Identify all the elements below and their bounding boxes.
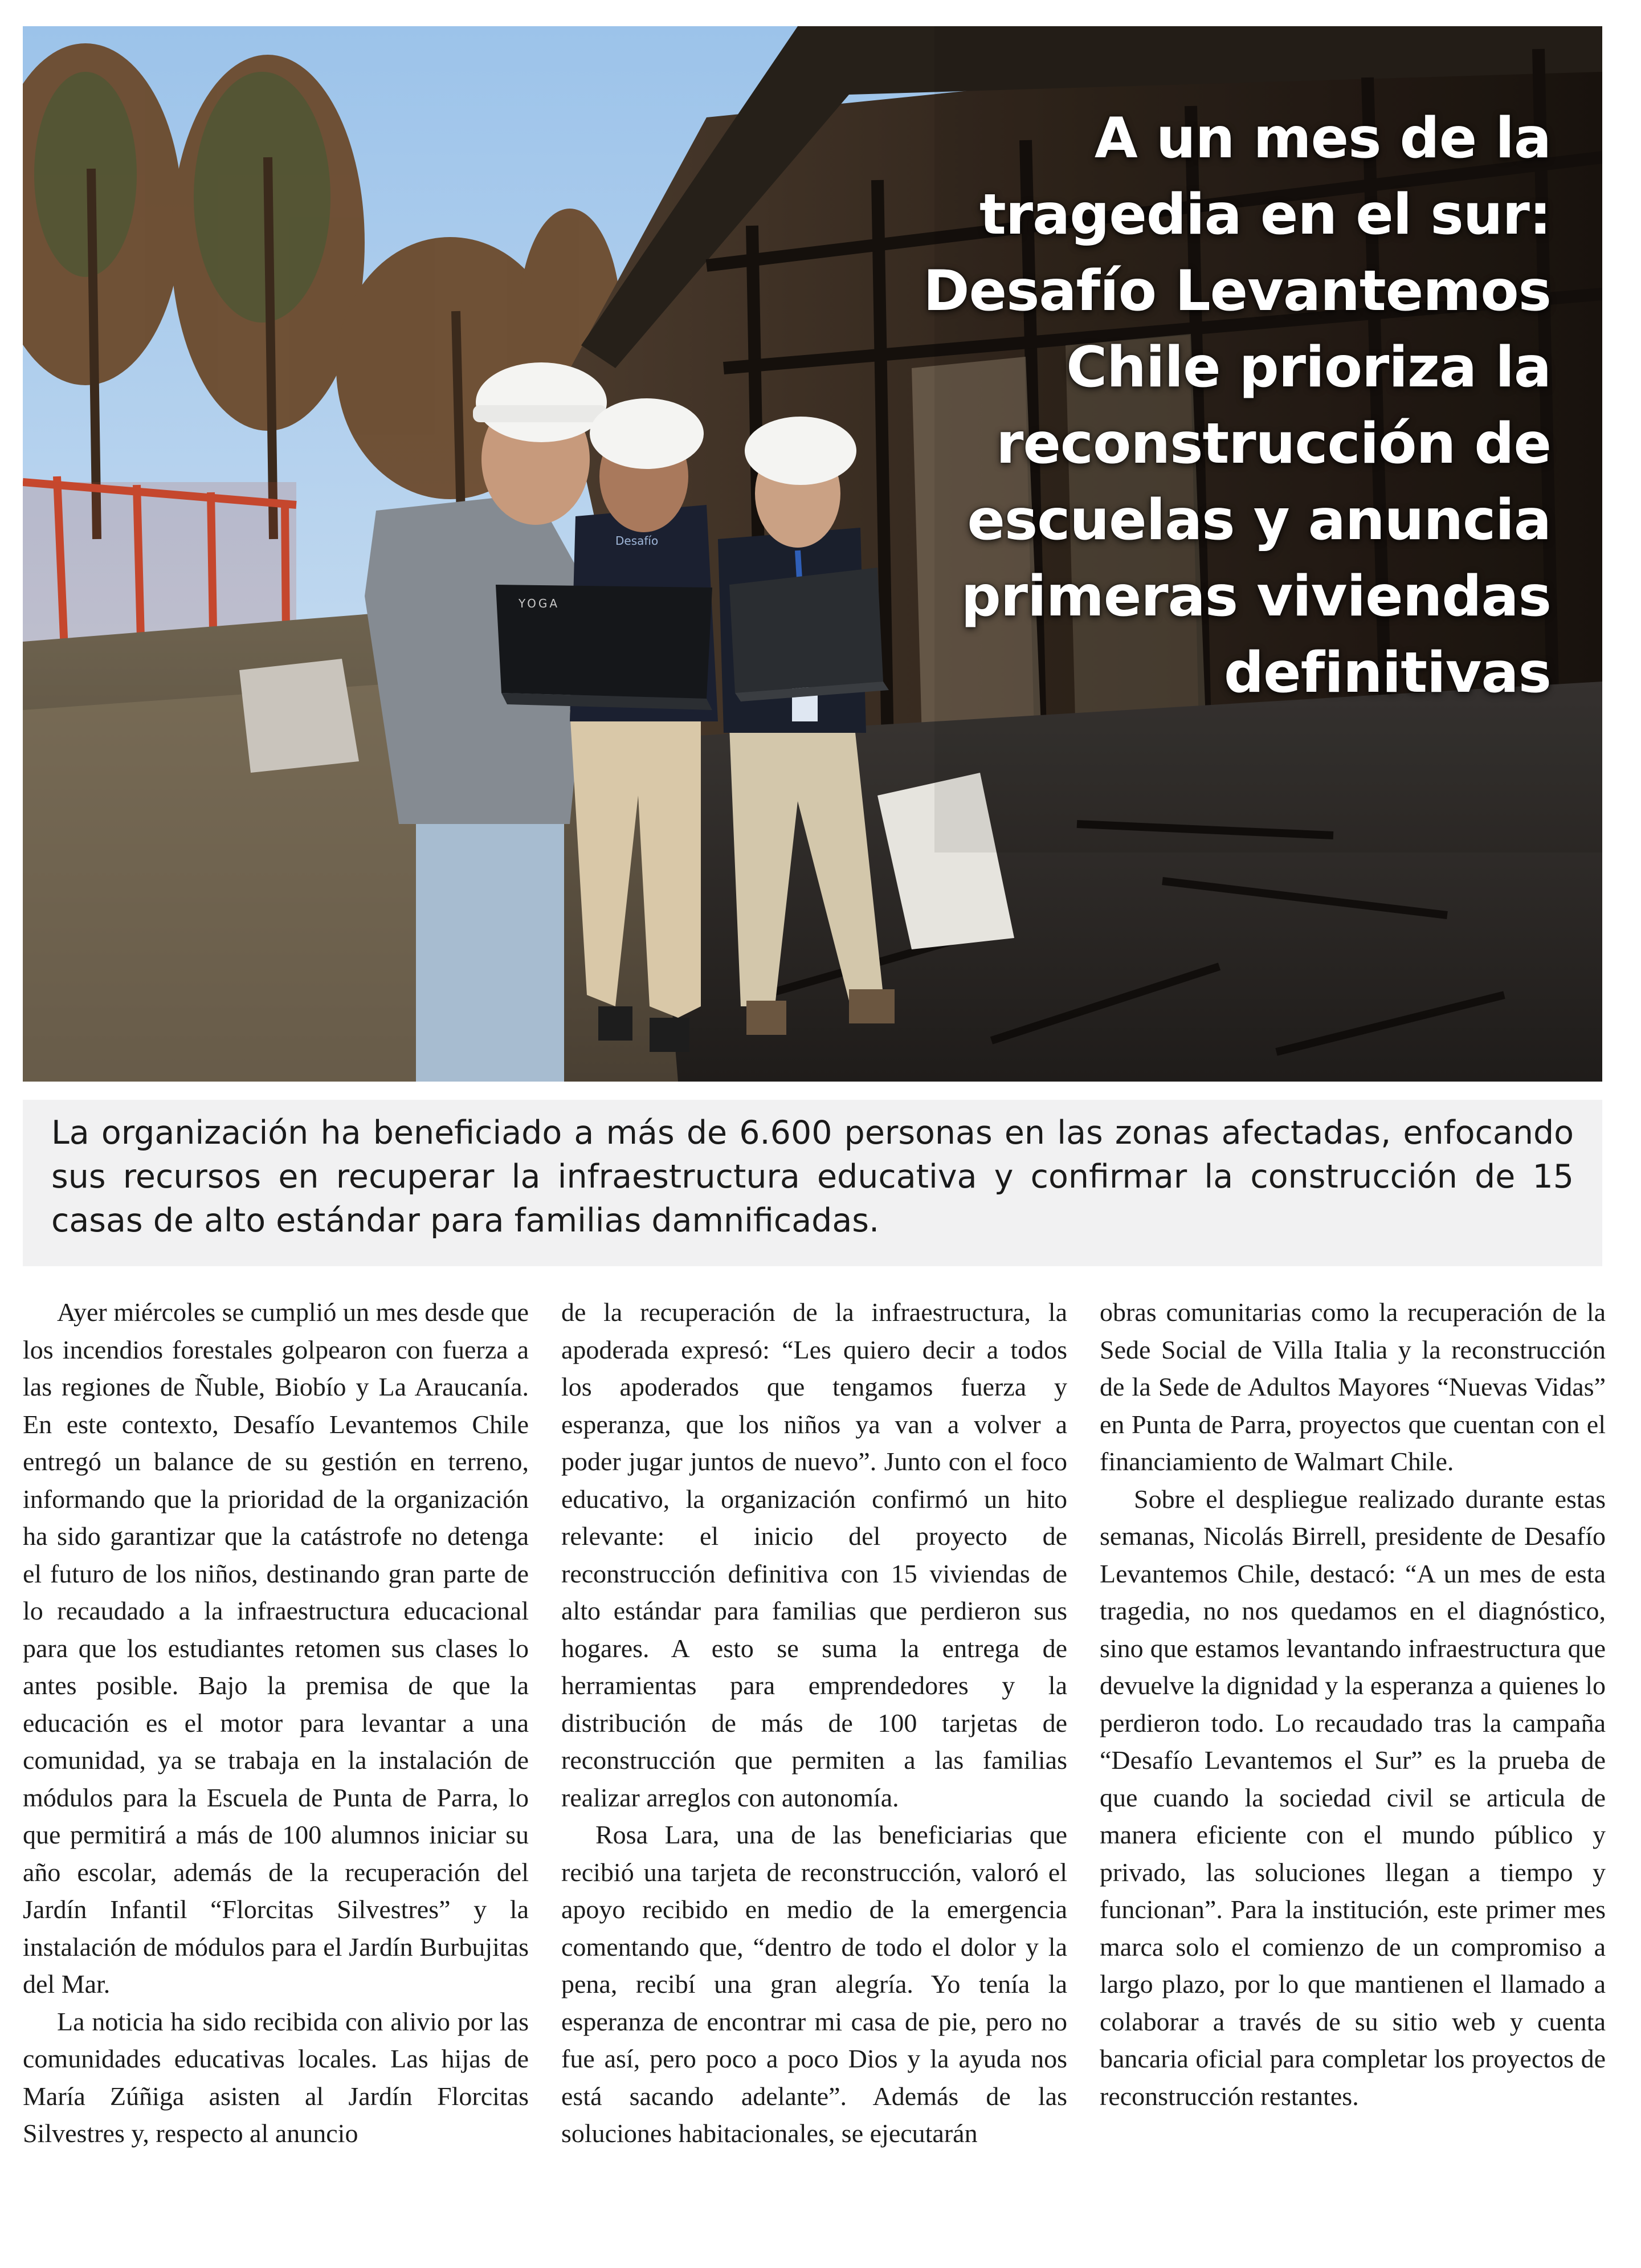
paragraph-continued: de la recuperación de la infraestructura, la apoderada expresó: “Les quiero decir a todos los apoderados que tengamos fuerza y esperanza, que los niños ya van a volver a poder jugar juntos de nuevo”. Junto con el foco educativo, la organización confirmó un hito relevante: el inicio del proyecto de reconstrucción definitiva con 15 viviendas de alto estándar para familias que perdieron sus hogares. A esto se suma la entrega de herramientas para emprendedores y la distribución de más de 100 tarjetas de reconstrucción que permiten a las familias realizar arreglos con autonomía. <box>561 1298 1067 1812</box>
laptop-right <box>729 568 889 701</box>
headline: A un mes de la tragedia en el sur: Desafío Levantemos Chile prioriza la reconstrucción de escuelas y anuncia primeras viviendas definitivas <box>923 106 1551 705</box>
laptop-brand-text: YOGA <box>519 597 560 610</box>
hero-photo <box>23 26 1602 1082</box>
paragraph: Ayer miércoles se cumplió un mes desde que los incendios forestales golpearon con fuerza a las regiones de Ñuble, Biobío y La Araucanía. En este contexto, Desafío Levantemos Chile entregó un balance de su gestión en terreno, informando que la prioridad de la organización ha sido garantizar que la catástrofe no detenga el futuro de los niños, destinando gran parte de lo recaudado a la infraestructura educacional para que los estudiantes retomen sus clases lo antes posible. Bajo la premisa de que la educación es el motor para levantar a una comunidad, ya se trabaja en la instalación de módulos para la Escuela de Punta de Parra, lo que permitirá a más de 100 alumnos iniciar su año escolar, además de la recuperación del Jardín Infantil “Florcitas Silvestres” y la instalación de módulos para el Jardín Burbujitas del Mar. <box>23 1298 529 1998</box>
column-1 <box>23 1294 529 2240</box>
shirt-logo-text: Desafío <box>615 534 659 548</box>
paragraph: Sobre el despliegue realizado durante estas semanas, Nicolás Birrell, presidente de Desafío Levantemos Chile, destacó: “A un mes de esta tragedia, no nos quedamos en el diagnóstico, sino que estamos levantando infraestructura que devuelve la dignidad y la esperanza a quienes lo perdieron todo. Lo recaudado tras la campaña “Desafío Levantemos el Sur” es la prueba de que cuando la sociedad civil se articula de manera eficiente con el mundo público y privado, las soluciones llegan a tiempo y funcionan”. Para la institución, este primer mes marca solo el comienzo de un compromiso a largo plazo, por lo que mantienen el llamado a colaborar a través de su sitio web y cuenta bancaria oficial para completar los proyectos de reconstrucción restantes. <box>1100 1484 1606 2111</box>
paragraph: La noticia ha sido recibida con alivio por las comunidades educativas locales. Las hijas de María Zúñiga asisten al Jardín Florcitas Silvestres y, respecto al anuncio <box>23 2006 529 2148</box>
paragraph: Rosa Lara, una de las beneficiarias que recibió una tarjeta de reconstrucción, valoró el apoyo recibido en medio de la emergencia comentando que, “dentro de todo el dolor y la pena, recibí una gran alegría. Yo tenía la esperanza de encontrar mi casa de pie, pero no fue así, pero poco a poco Dios y la ayuda nos está sacando adelante”. Además de las soluciones habitacionales, se ejecutarán <box>561 1820 1067 2148</box>
column-2 <box>561 1294 1067 2240</box>
deck-box <box>23 1100 1602 1266</box>
column-3 <box>1100 1294 1606 2240</box>
deck-text: La organización ha beneficiado a más de 6.600 personas en las zonas afectadas, enfocando sus recursos en recuperar la infraestructura educativa y confirmar la construcción de 15 casas de alto estándar para familias damnificadas. <box>51 1114 1574 1239</box>
article-body <box>23 1294 1606 2240</box>
paragraph-continued: obras comunitarias como la recuperación de la Sede Social de Villa Italia y la reconstrucción de la Sede de Adultos Mayores “Nuevas Vidas” en Punta de Parra, proyectos que cuentan con el financiamiento de Walmart Chile. <box>1100 1298 1606 1476</box>
